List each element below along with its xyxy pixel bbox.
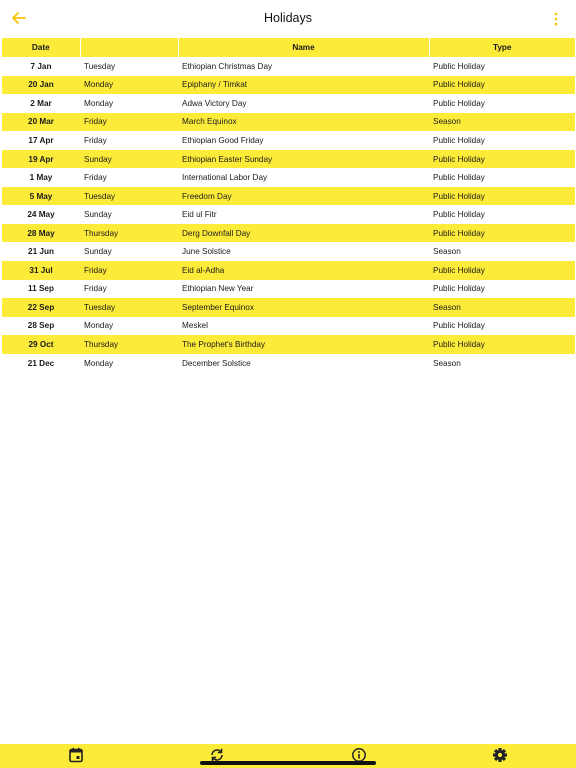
name-cell: Ethiopian Easter Sunday bbox=[178, 150, 429, 169]
day-cell: Monday bbox=[84, 98, 114, 108]
table-row[interactable] bbox=[2, 187, 575, 206]
name-cell: Ethiopian Christmas Day bbox=[182, 61, 273, 71]
name-cell: Freedom Day bbox=[178, 187, 429, 206]
table-row[interactable] bbox=[2, 242, 575, 261]
home-indicator bbox=[200, 761, 376, 765]
date-cell: 21 Jun bbox=[28, 247, 54, 257]
table-row[interactable] bbox=[2, 113, 575, 132]
name-cell: September Equinox bbox=[178, 298, 429, 317]
date-cell: 1 May bbox=[29, 173, 53, 183]
date-cell: 21 Dec bbox=[27, 358, 55, 368]
name-cell: Ethiopian New Year bbox=[182, 284, 254, 294]
name-cell: International Labor Day bbox=[182, 173, 268, 183]
date-cell: 24 May bbox=[27, 210, 55, 220]
date-cell: 31 Jul bbox=[2, 261, 80, 280]
table-row[interactable] bbox=[2, 261, 575, 280]
day-cell: Friday bbox=[80, 113, 178, 132]
date-cell: 11 Sep bbox=[28, 284, 54, 294]
type-cell: Public Holiday bbox=[429, 187, 575, 206]
date-cell: 28 May bbox=[2, 224, 80, 243]
type-cell: Season bbox=[433, 247, 461, 257]
type-cell: Public Holiday bbox=[433, 173, 485, 183]
column-header-date: Date bbox=[2, 38, 80, 57]
name-cell: December Solstice bbox=[182, 358, 251, 368]
table-header-row bbox=[2, 38, 575, 57]
column-header-name: Name bbox=[178, 38, 429, 57]
calendar-icon bbox=[67, 747, 85, 763]
name-cell: March Equinox bbox=[178, 113, 429, 132]
vertical-dots-icon bbox=[546, 10, 566, 28]
date-cell: 22 Sep bbox=[2, 298, 80, 317]
name-cell: June Solstice bbox=[182, 247, 231, 257]
type-cell: Public Holiday bbox=[429, 224, 575, 243]
column-header-day bbox=[80, 38, 178, 57]
day-cell: Tuesday bbox=[80, 298, 178, 317]
date-cell: 20 Jan bbox=[2, 76, 80, 95]
day-cell: Monday bbox=[84, 321, 114, 331]
type-cell: Season bbox=[433, 358, 461, 368]
day-cell: Sunday bbox=[84, 210, 112, 220]
day-cell: Friday bbox=[84, 284, 107, 294]
page-title: Holidays bbox=[264, 11, 312, 25]
name-cell: Eid al-Adha bbox=[178, 261, 429, 280]
type-cell: Public Holiday bbox=[429, 76, 575, 95]
type-cell: Public Holiday bbox=[433, 284, 485, 294]
date-cell: 28 Sep bbox=[27, 321, 55, 331]
tab-settings[interactable] bbox=[491, 747, 509, 763]
table-row[interactable] bbox=[2, 168, 575, 187]
holidays-table bbox=[2, 38, 575, 372]
top-app-bar bbox=[0, 0, 576, 36]
date-cell: 2 Mar bbox=[30, 98, 52, 108]
table-row[interactable] bbox=[2, 205, 575, 224]
day-cell: Tuesday bbox=[84, 61, 116, 71]
type-cell: Public Holiday bbox=[429, 261, 575, 280]
table-row[interactable] bbox=[2, 317, 575, 336]
type-cell: Season bbox=[429, 113, 575, 132]
name-cell: Epiphany / Timkat bbox=[178, 76, 429, 95]
day-cell: Monday bbox=[84, 358, 114, 368]
table-row[interactable] bbox=[2, 57, 575, 76]
type-cell: Public Holiday bbox=[433, 135, 485, 145]
day-cell: Thursday bbox=[80, 335, 178, 354]
day-cell: Friday bbox=[80, 261, 178, 280]
name-cell: Meskel bbox=[182, 321, 208, 331]
name-cell: Ethiopian Good Friday bbox=[182, 135, 264, 145]
tab-calendar[interactable] bbox=[67, 747, 85, 763]
name-cell: Adwa Victory Day bbox=[182, 98, 247, 108]
date-cell: 19 Apr bbox=[2, 150, 80, 169]
table-row[interactable] bbox=[2, 354, 575, 373]
table-row[interactable] bbox=[2, 76, 575, 95]
type-cell: Public Holiday bbox=[433, 98, 485, 108]
day-cell: Friday bbox=[84, 173, 107, 183]
type-cell: Public Holiday bbox=[429, 150, 575, 169]
table-row[interactable] bbox=[2, 150, 575, 169]
date-cell: 29 Oct bbox=[2, 335, 80, 354]
name-cell: The Prophet's Birthday bbox=[178, 335, 429, 354]
type-cell: Public Holiday bbox=[433, 210, 485, 220]
date-cell: 7 Jan bbox=[30, 61, 52, 71]
day-cell: Thursday bbox=[80, 224, 178, 243]
table-row[interactable] bbox=[2, 280, 575, 299]
date-cell: 17 Apr bbox=[28, 135, 54, 145]
day-cell: Sunday bbox=[84, 247, 112, 257]
name-cell: Derg Downfall Day bbox=[178, 224, 429, 243]
type-cell: Public Holiday bbox=[429, 335, 575, 354]
date-cell: 5 May bbox=[2, 187, 80, 206]
day-cell: Tuesday bbox=[80, 187, 178, 206]
more-options-button[interactable] bbox=[546, 10, 566, 28]
table-row[interactable] bbox=[2, 298, 575, 317]
table-row[interactable] bbox=[2, 131, 575, 150]
table-row[interactable] bbox=[2, 94, 575, 113]
settings-gear-icon bbox=[491, 747, 509, 763]
table-row[interactable] bbox=[2, 224, 575, 243]
day-cell: Friday bbox=[84, 135, 107, 145]
name-cell: Eid ul Fitr bbox=[182, 210, 217, 220]
day-cell: Monday bbox=[80, 76, 178, 95]
type-cell: Season bbox=[429, 298, 575, 317]
table-row[interactable] bbox=[2, 335, 575, 354]
type-cell: Public Holiday bbox=[433, 61, 485, 71]
column-header-type: Type bbox=[429, 38, 575, 57]
date-cell: 20 Mar bbox=[2, 113, 80, 132]
type-cell: Public Holiday bbox=[433, 321, 485, 331]
day-cell: Sunday bbox=[80, 150, 178, 169]
